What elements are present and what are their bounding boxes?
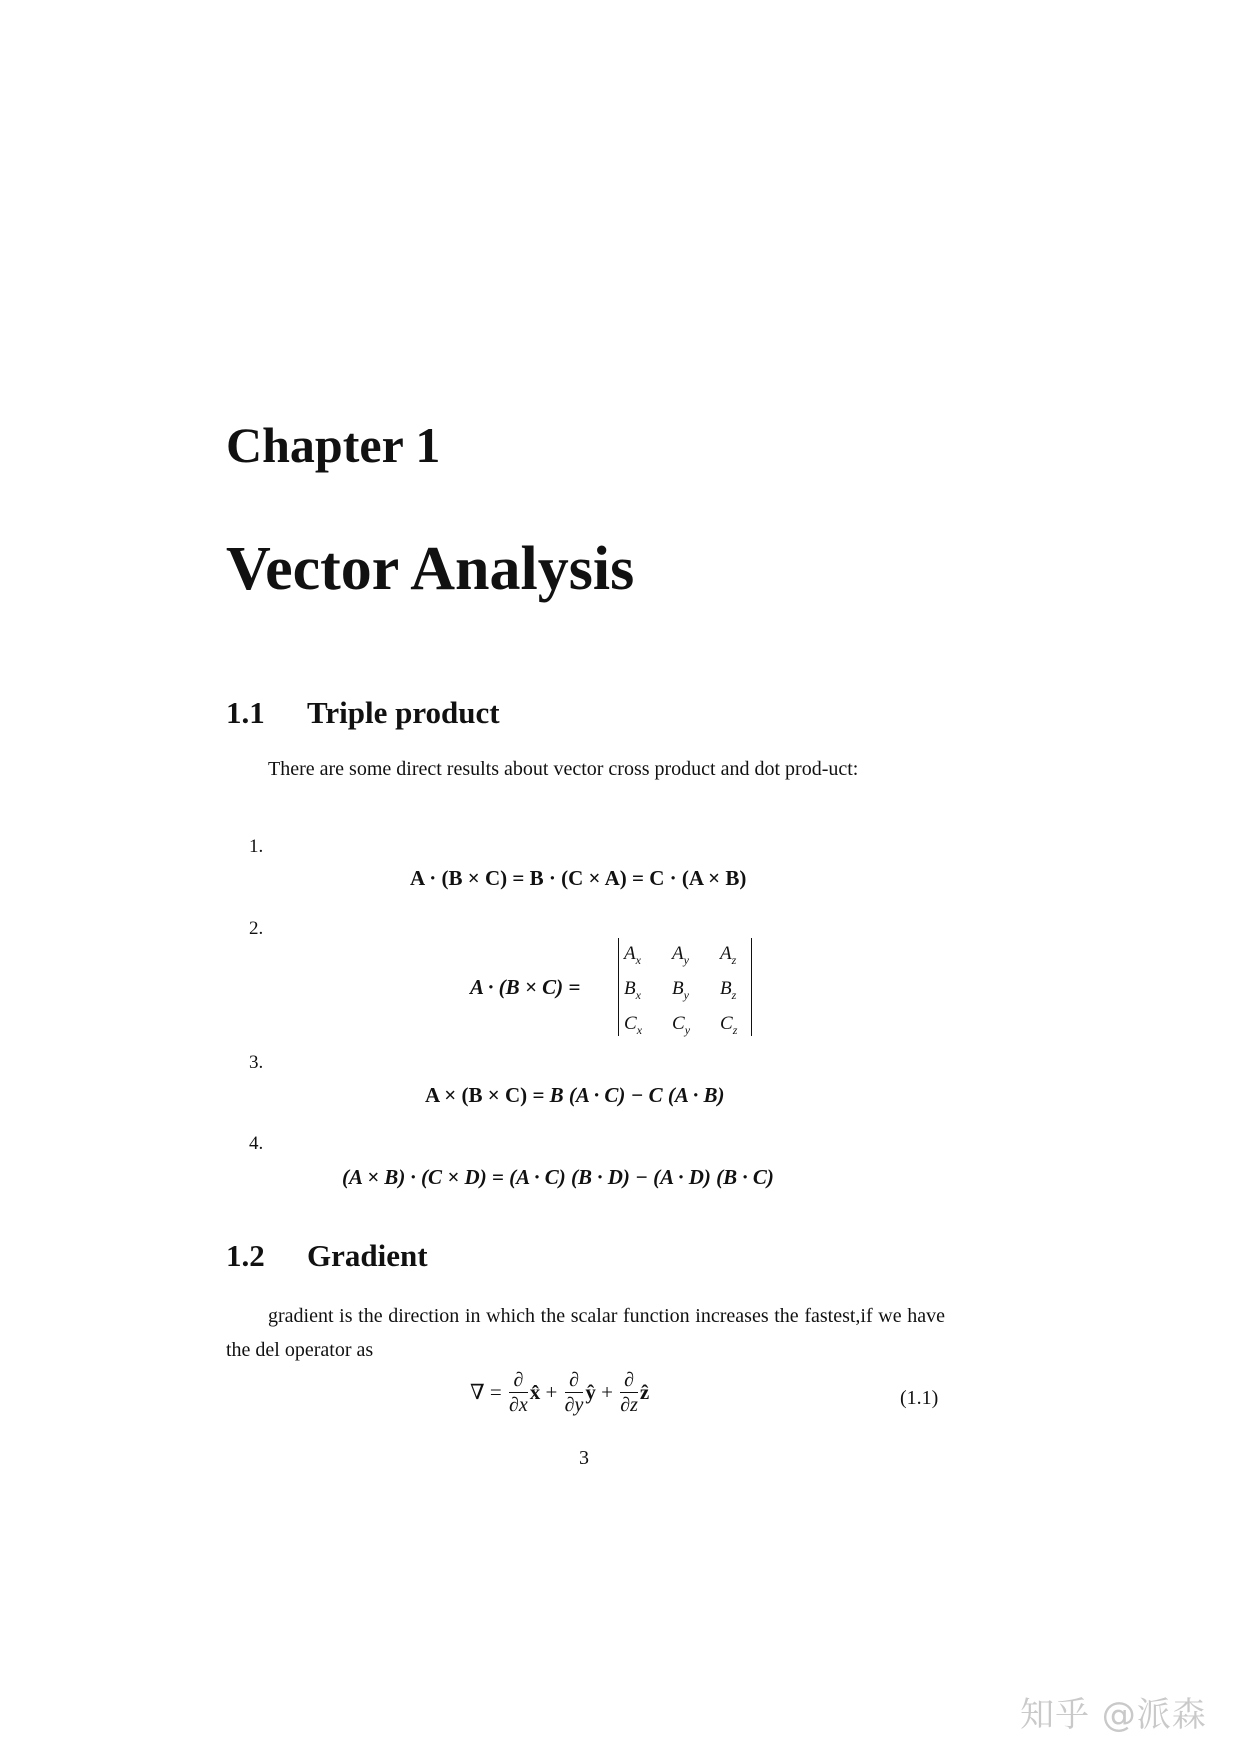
- equation-1: A · (B × C) = B · (C × A) = C · (A × B): [410, 866, 747, 890]
- matrix-cell: [624, 979, 641, 1001]
- equation-number: (1.1): [900, 1387, 939, 1409]
- unit-vector: x̂: [529, 1380, 541, 1404]
- matrix-component: A: [672, 943, 684, 964]
- matrix-subscript: x: [636, 1022, 643, 1037]
- list-marker: 4.: [249, 1133, 264, 1154]
- matrix-cell: [672, 979, 689, 1001]
- unit-vector: ŷ: [585, 1380, 596, 1404]
- matrix-component: B: [624, 978, 636, 999]
- section-title: Triple product: [307, 695, 500, 730]
- equation-3: [425, 1085, 725, 1106]
- matrix-subscript: y: [684, 1022, 691, 1037]
- unit-vector: ẑ: [639, 1380, 650, 1404]
- gradient-equation: [470, 1368, 649, 1417]
- list-marker: 3.: [249, 1052, 264, 1073]
- watermark: 知乎 @派森: [1020, 1695, 1207, 1735]
- matrix-cell: [624, 944, 641, 966]
- matrix-component: C: [720, 1013, 733, 1034]
- equation-3-rhs: = B (A · C) − C (A · B): [532, 1083, 725, 1107]
- matrix-cell: [720, 1014, 737, 1036]
- fraction: [509, 1368, 528, 1417]
- equation-3-lhs: A × (B × C): [425, 1083, 528, 1107]
- matrix-subscript: x: [635, 952, 641, 967]
- numerator: ∂: [509, 1368, 528, 1393]
- matrix-subscript: z: [732, 1022, 738, 1037]
- operator: +: [545, 1380, 558, 1404]
- matrix-cell: [624, 1014, 642, 1036]
- matrix-cell: [720, 944, 736, 966]
- page-number: 3: [579, 1447, 589, 1469]
- section-number: 1.1: [226, 695, 265, 730]
- denominator: ∂x: [509, 1394, 528, 1416]
- chapter-label: Chapter 1: [226, 417, 441, 473]
- denominator: ∂z: [620, 1394, 638, 1416]
- matrix-cell: [672, 944, 689, 966]
- fraction: [620, 1368, 638, 1417]
- paragraph: There are some direct results about vector cross product and dot prod-uct:: [268, 758, 859, 780]
- matrix-component: B: [672, 978, 684, 999]
- denominator: ∂y: [564, 1394, 584, 1416]
- section-number: 1.2: [226, 1238, 265, 1273]
- matrix-cell: [720, 979, 736, 1001]
- matrix-component: B: [720, 978, 732, 999]
- matrix-component: C: [672, 1013, 685, 1034]
- section-title: Gradient: [307, 1238, 428, 1273]
- matrix-component: A: [624, 943, 636, 964]
- equation-2-lhs: A · (B × C) =: [470, 975, 581, 999]
- numerator: ∂: [620, 1368, 638, 1393]
- matrix-subscript: z: [731, 952, 737, 967]
- list-marker: 2.: [249, 918, 264, 939]
- matrix-component: C: [624, 1013, 637, 1034]
- equation-4: (A × B) · (C × D) = (A · C) (B · D) − (A · D) (B · C): [342, 1165, 774, 1189]
- matrix-component: A: [720, 943, 732, 964]
- fraction: [565, 1368, 584, 1417]
- chapter-title: Vector Analysis: [226, 535, 635, 603]
- paragraph: gradient is the direction in which the scalar function increases the fastest,if we have the del operator as: [226, 1305, 945, 1361]
- matrix-subscript: x: [635, 987, 641, 1002]
- numerator: ∂: [565, 1368, 584, 1393]
- matrix-subscript: z: [731, 987, 737, 1002]
- list-marker: 1.: [249, 836, 264, 857]
- gradient-lhs: ∇ =: [470, 1380, 502, 1404]
- matrix-cell: [672, 1014, 690, 1036]
- matrix-subscript: y: [683, 987, 689, 1002]
- operator: +: [601, 1380, 613, 1404]
- matrix-subscript: y: [683, 952, 689, 967]
